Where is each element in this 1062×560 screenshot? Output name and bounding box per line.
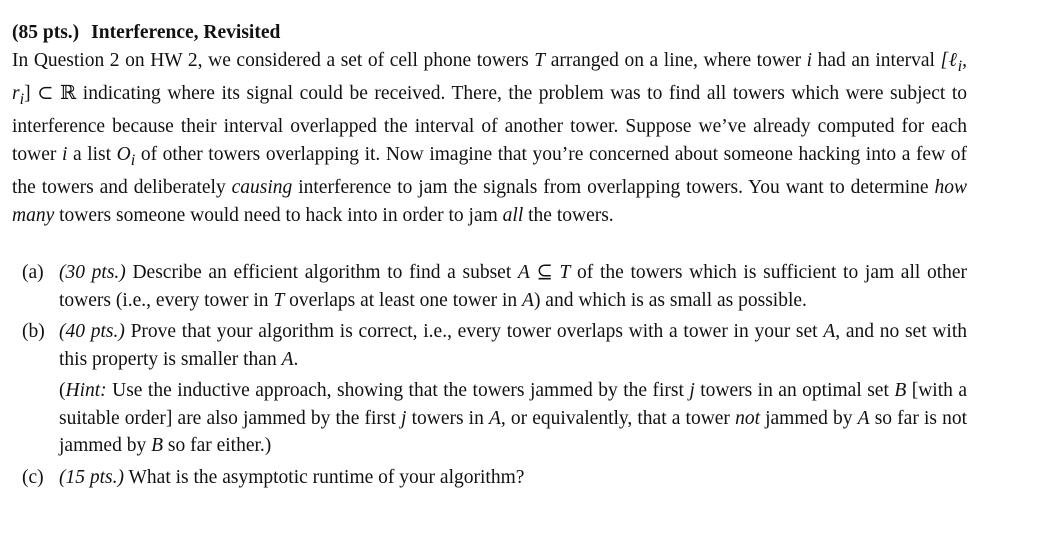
hint-text: towers in [406, 407, 489, 429]
math-B: B [894, 380, 907, 402]
intro-text: the towers. [523, 204, 614, 226]
part-a-points: (30 pts.) [59, 262, 126, 284]
intro-text: interference to jam the signals from overlapping towers. You want to determine [292, 177, 935, 199]
part-c-label: (c) [22, 466, 44, 488]
math-T: T [559, 262, 571, 284]
interval-right: , r [12, 49, 967, 104]
math-A: A [488, 407, 501, 429]
math-T: T [273, 289, 285, 311]
math-A: A [281, 348, 294, 370]
part-b [12, 318, 967, 460]
math-j: j [401, 407, 407, 429]
intro-text: In Question 2 on HW 2, we considered a set of cell phone towers [12, 49, 535, 71]
part-c [12, 464, 967, 492]
part-b-text [59, 318, 967, 373]
part-b-label: (b) [22, 321, 45, 343]
math-i: i [61, 143, 68, 165]
subscript-i: i [19, 89, 25, 108]
part-c-text [59, 464, 967, 492]
hint-text: Use the inductive approach, showing that the towers jammed by the first [106, 380, 690, 402]
part-b-points: (40 pts.) [59, 321, 125, 343]
math-i: i [806, 49, 813, 71]
intro-text: arranged on a line, where tower [545, 49, 807, 71]
problem-title: Interference, Revisited [91, 22, 281, 43]
part-c-points: (15 pts.) [59, 466, 124, 488]
math-O-i [116, 143, 136, 169]
part-text: overlaps at least one tower in [284, 289, 523, 311]
emphasis-all: all [502, 204, 524, 226]
part-text: . [293, 348, 299, 370]
math-subset: ⊆ [529, 262, 560, 284]
part-a [12, 259, 967, 314]
intro-text: towers someone would need to hack into in order to jam [54, 204, 503, 226]
math-O: O [116, 143, 131, 165]
emphasis-how-many: how many [12, 177, 967, 226]
math-j: j [689, 380, 695, 402]
intro-text: indicating where its signal could be received. There, the problem was to find all towers which were subject to interference because their interval overlapped the interval of another tower. Suppose we’ve already computed for each tower [12, 82, 968, 165]
math-B: B [151, 435, 163, 457]
hint-text: [with a suitable order] are also jammed by the first [59, 380, 967, 429]
hint-text: towers in an optimal set [694, 380, 895, 402]
intro-text: had an interval [812, 49, 941, 71]
intro-text: a list [67, 143, 117, 165]
hint-text: , or equivalently, that a tower [500, 407, 736, 429]
part-text: of the towers which is sufficient to jam all other towers (i.e., every tower in [59, 262, 968, 311]
part-text: ) and which is as small as possible. [533, 289, 807, 311]
math-T: T [534, 49, 546, 71]
hint-text: so far is not jammed by [59, 407, 967, 457]
problem-parts [12, 259, 967, 491]
intro-text: of other towers overlapping it. Now imagine that you’re concerned about someone hacking into a few of the towers and deliberately [12, 143, 967, 199]
part-b-hint [59, 377, 967, 460]
math-A: A [823, 321, 836, 343]
part-a-label: (a) [22, 262, 44, 284]
emphasis-not: not [735, 407, 760, 429]
problem-document [12, 19, 967, 495]
part-text: Describe an efficient algorithm to find a subset [125, 262, 518, 284]
problem-intro [12, 47, 967, 230]
part-a-text [59, 259, 967, 314]
math-A: A [857, 407, 870, 429]
part-text: Prove that your algorithm is correct, i.e., every tower overlaps with a tower in your set [124, 321, 824, 343]
hint-text: jammed by [759, 407, 858, 429]
part-text: What is the asymptotic runtime of your algorithm? [124, 466, 525, 488]
subscript-i: i [130, 150, 136, 169]
interval-left: [ℓ [940, 49, 958, 71]
part-text: , and no set with this property is smaller than [59, 321, 968, 370]
problem-heading [12, 19, 967, 47]
subscript-i: i [957, 56, 963, 75]
problem-points: (85 pts.) [12, 22, 80, 43]
hint-text: so far either.) [163, 435, 272, 457]
math-A: A [517, 262, 530, 284]
emphasis-causing: causing [231, 177, 293, 199]
hint-label: Hint: [65, 380, 107, 402]
hint-paren: ( [59, 380, 66, 402]
interval-close: ] ⊂ ℝ [24, 82, 77, 104]
math-A: A [522, 289, 534, 311]
